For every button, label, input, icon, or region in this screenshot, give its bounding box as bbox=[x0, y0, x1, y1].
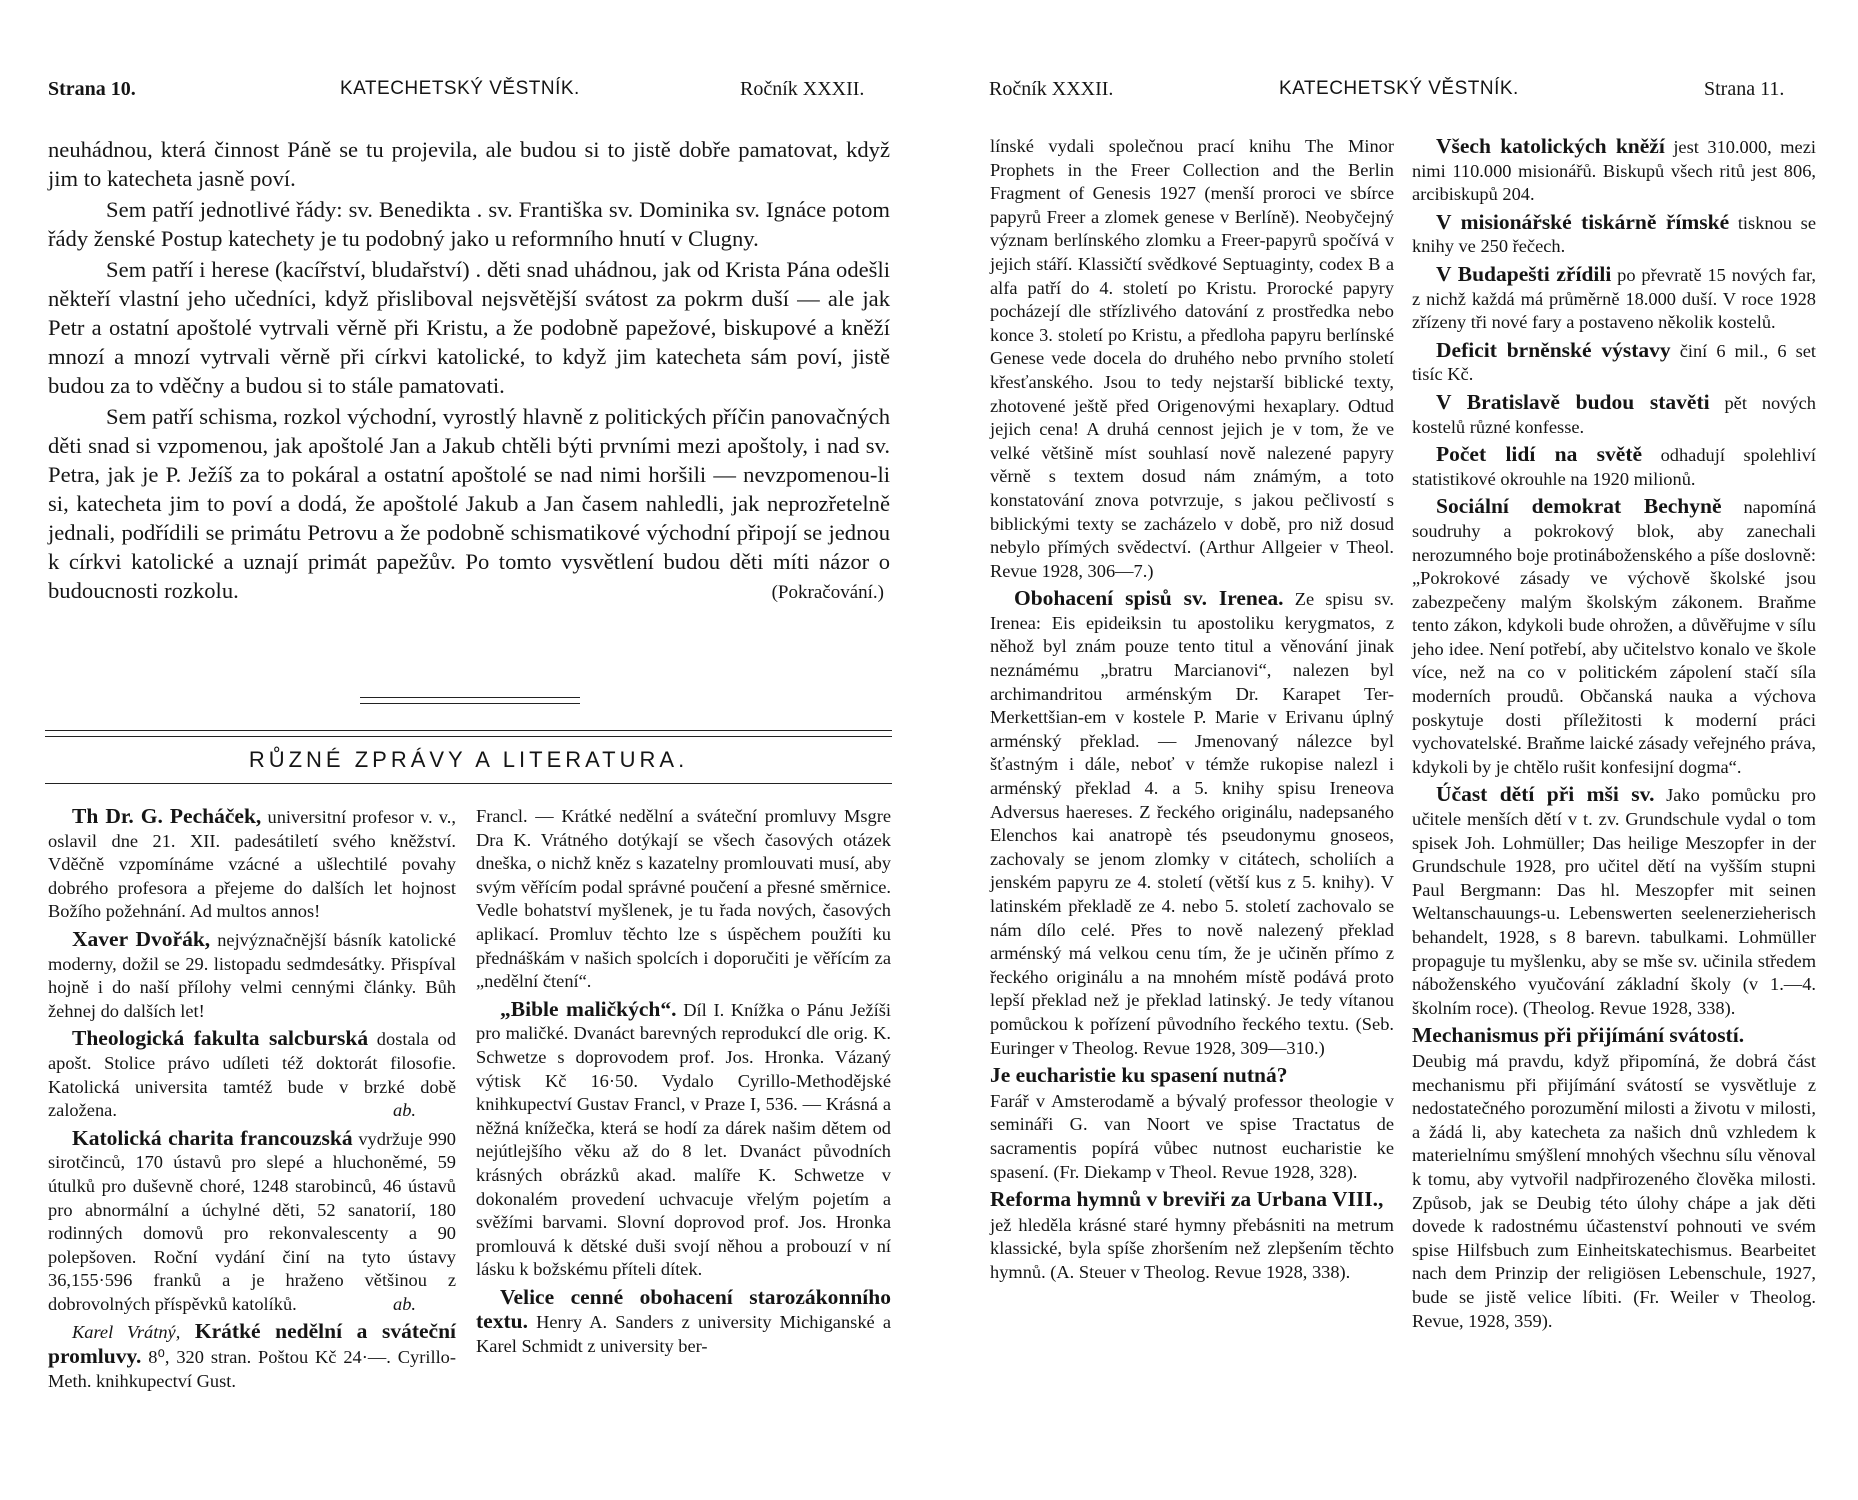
news-heading: Reforma hymnů v breviři za Urbana VIII., bbox=[990, 1187, 1384, 1212]
news-item bbox=[48, 928, 456, 1023]
news-heading: Je eucharistie ku spasení nutná? bbox=[990, 1063, 1288, 1088]
news-lead: Velice cenné obohacení starozákonního textu. bbox=[476, 1284, 891, 1334]
news-text: 8⁰, 320 stran. Poštou Kč 24·—. Cyrillo-Meth. knihkupectví Gust. bbox=[48, 1347, 456, 1391]
news-text: línské vydali společnou prací knihu The Minor Prophets in the Freer Collection and the Berlin Fragment of Genesis 1927 (menší proroci ve sbírce papyrů Freer a zlomek genese v Berlíně). Neobyčejný význam berlínského zlomku a Freer-papyrů spočívá v jejich stáří. Klassičtí svědkové Septuaginty, codex B a alfa patří do 4. století po Kristu. Prorocké papyry pocházejí dle střízlivého datování z prostředka nebo konce 3. století po Kristu, a předloha papyru berlínské Genese vede docela do druhého nebo prvního století křesťanského. Jsou to tedy nejstarší biblické texty, zhotovené ještě před Origenovými hexaplary. Odtud jejich cena! A druhá cennost jejich je v tom, že ve velké většině míst souhlasí nově nalezené papyry věrně s textem dosud nám známým, a toto konstatování znova potvrzuje, s jakou pečlivostí s biblickými texty se zacházelo v době, pro niž dosud nebylo přímých svědectví. (Arthur Allgeier v Theol. Revue 1928, 306—7.) bbox=[990, 136, 1394, 581]
news-item bbox=[48, 1127, 456, 1317]
news-item bbox=[1412, 211, 1816, 259]
page-number: Strana 10. bbox=[48, 78, 136, 100]
news-heading: Mechanismus při přijímání svátostí. bbox=[1412, 1023, 1745, 1048]
news-item bbox=[990, 1214, 1394, 1285]
volume-label: Ročník XXXII. bbox=[989, 78, 1114, 100]
divider bbox=[45, 730, 892, 731]
news-lead: Obohacení spisů sv. Irenea. bbox=[1014, 586, 1284, 611]
news-item bbox=[1412, 339, 1816, 387]
news-item bbox=[48, 1320, 456, 1393]
news-item bbox=[1412, 783, 1816, 1020]
news-text: pět nových kostelů různé konfesse. bbox=[1412, 392, 1816, 437]
news-text: po převratě 15 nových far, z nichž každá má průměrně 18.000 duší. V roce 1928 zřízeny tři nové fary a postaveno několik kostelů. bbox=[1412, 264, 1816, 333]
author-signature: ab. bbox=[393, 1100, 416, 1121]
news-text: Ze spisu sv. Irenea: Eis epideiksin tu apostoliku kerygmatos, z něhož byl znám pouze tento titul a věnování jinak neznámému „bratru Marcianovi“, nalezen byl archimandritou arménským Dr. Karapet Ter-Merkettšian-em v kostele P. Marie v Erivanu úplný arménský překlad. — Jmenovaný nálezce byl šťastným i dále, neboť v témže rukopise nalezl i arménský překlad 4. a 5. knihy spisu Ireneova Adversus haereses. Z řeckého originálu, nadepsaného Elenchos kai anatropè tés pseudonymu gnoseos, zachovaly se jenom zlomky v citátech, scholiích a jenském papyru ze 4. století (větší kus z 5. knihy). V latinském překladě ze 4. nebo 5. století zachovalo se nám dílo celé. Přes to nově nalezený překlad arménský má velkou cenu tím, že je učiněn přímo z řeckého originálu a na mnohém místě podává proto lepší překlad než je překlad latinský. Je tedy vítanou pomůckou k pořízení původního řeckého textu. (Seb. Euringer v Theolog. Revue 1928, 309—310.) bbox=[990, 589, 1394, 1058]
news-lead: Theologická fakulta salcburská bbox=[72, 1026, 369, 1051]
news-item bbox=[48, 1027, 456, 1122]
news-item bbox=[476, 1286, 891, 1359]
author-signature: ab. bbox=[393, 1293, 416, 1314]
section-title: RŮZNÉ ZPRÁVY A LITERATURA. bbox=[248, 747, 689, 772]
continued-note: (Pokračování.) bbox=[771, 582, 884, 603]
news-text: Francl. — Krátké nedělní a sváteční promluvy Msgre Dra K. Vrátného dotýkají se všech časových otázek dneška, o nichž kněz s kazatelny promlouvati musí, aby svým věřícím podal správné poučení a přesné směrnice. Vedle bohatství myšlenek, je tu řada nových, časových aplikací. Promluv těchto lze s úspěchem použíti ku přednáškám v našich spolcích i doporučiti je věřícím za „nedělní čtení“. bbox=[476, 806, 891, 992]
divider bbox=[45, 783, 892, 784]
news-item bbox=[1412, 1050, 1816, 1333]
divider bbox=[360, 697, 580, 698]
journal-title: KATECHETSKÝ VĚSTNÍK. bbox=[1279, 78, 1519, 99]
news-lead: V misionářské tiskárně římské bbox=[1436, 209, 1730, 234]
news-lead: Th Dr. G. Pecháček, bbox=[72, 804, 262, 828]
divider bbox=[360, 703, 580, 704]
news-text: jest 310.000, mezi nimi 110.000 misionářů. Biskupů všech ritů jest 806, arcibiskupů 204. bbox=[1412, 137, 1816, 205]
news-lead: Účast dětí při mši sv. bbox=[1436, 782, 1655, 807]
news-text: Henry A. Sanders z university Michiganské a Karel Schmidt z university ber- bbox=[476, 1312, 891, 1357]
news-text: vydržuje 990 sirotčinců, 170 ústavů pro slepé a hluchoněmé, 59 útulků pro duševně choré, 1248 starobinců, 46 ústavů pro abnormální a úchylné děti, 52 sanatorií, 180 rodinných domovů pro rekonvalescenty a 90 polepšoven. Roční vydání činí na tyto ústavy 36,155·596 franků a je hraženo většinou z dobrovolných příspěvků katolíků. bbox=[48, 1128, 456, 1314]
news-item bbox=[476, 998, 891, 1282]
page-number: Strana 11. bbox=[1704, 78, 1785, 100]
news-item bbox=[48, 805, 456, 924]
news-text: odhadují spolehliví statistikové okrouhle na 1920 milionů. bbox=[1412, 445, 1817, 489]
right-header bbox=[929, 78, 1858, 108]
paragraph: Sem patří i herese (kacířství, bludařství) . děti snad uhádnou, jak od Krista Pána odešli někteří vlastní jeho učedníci, když přisliboval nejsvětější svátost za pokrm duší — ale jak Petr a ostatní apoštolé vytrvali věrně při Kristu, a že podobně papežové, biskupové a kněží mnozí a mnozí vytrvali věrně při církvi katolické, to když jim katecheta sám poví, jistě budou za to vděčny a budou si to stále pamatovati. bbox=[48, 257, 890, 398]
news-column-3 bbox=[990, 135, 1394, 1289]
news-text: universitní profesor v. v., oslavil dne 21. XII. padesátiletí svého kněžství. Vděčně vzpomínáme vzácné a ušlechtilé povahy dobrého profesora a přejeme do dalších let hojnost Božího požehnání. Ad multos annos! bbox=[48, 807, 456, 922]
news-lead: V Bratislavě budou stavěti bbox=[1436, 389, 1710, 414]
left-header bbox=[0, 78, 929, 108]
news-lead: Počet lidí na světě bbox=[1436, 442, 1643, 467]
journal-title: KATECHETSKÝ VĚSTNÍK. bbox=[340, 78, 580, 99]
news-text: Deubig má pravdu, když připomíná, že dobrá část mechanismu při přijímání svátostí se vysvětluje z nedostatečného porozumění milosti a životu v milosti, a žádá li, aby katecheta za našich dnů vzhledem k materielnímu smýšlení mnohých všechnu sílu věnoval k tomu, aby vytvořil nadpřirozeného člověka milosti. Způsob, jak se Deubig této úlohy chápe a jak děti dovede k radostnému účastenství pohnouti ve svém spise Hilfsbuch zum Einheitskatechismus. Bearbeitet nach dem Prinzip der religiösen Lebenschule, 1927, bude se jistě velice líbiti. (Fr. Weiler v Theolog. Revue, 1928, 359). bbox=[1412, 1050, 1816, 1331]
news-text: Jako pomůcku pro učitele menších dětí v t. zv. Grundschule vydal o tom spisek Joh. Lohmüller; Das heilige Meszopfer in der Grundschule 1928, pro učitel dětí na vyšším stupni Paul Bergmann: Das hl. Meszopfer mit seinen Weltanschauungs-u. Lebenswerten seelenerzieherisch behandelt, 1928, s 8 barevn. tabulkami. Lohmüller propaguje tu myšlenku, aby se mše sv. učinila středem náboženského vyučování základní školy (v 1.—4. školním roce). (Theolog. Revue 1928, 338). bbox=[1412, 785, 1816, 1018]
news-item bbox=[1412, 263, 1816, 335]
news-lead: „Bible maličkých“. bbox=[500, 996, 677, 1021]
news-text: Farář v Amsterodamě a bývalý professor theologie v semináři G. van Noort ve spise Tractatus de sacramentis popírá vůbec nutnost eucharistie ke spasení. (Fr. Diekamp v Theol. Revue 1928, 328). bbox=[990, 1090, 1394, 1182]
news-text: činí 6 mil., 6 set tisíc Kč. bbox=[1412, 340, 1816, 385]
news-item bbox=[990, 1090, 1394, 1184]
news-item bbox=[476, 805, 891, 994]
paragraph: Sem patří jednotlivé řády: sv. Benedikta . sv. Františka sv. Dominika sv. Ignáce potom řády ženské Postup katechety je tu podobný jako u reformního hnutí v Clugny. bbox=[48, 197, 890, 251]
article-continuation bbox=[48, 135, 890, 607]
news-item bbox=[1412, 391, 1816, 439]
right-page bbox=[929, 0, 1858, 1500]
news-item bbox=[1412, 443, 1816, 491]
volume-label: Ročník XXXII. bbox=[740, 78, 865, 100]
news-item bbox=[1412, 495, 1816, 779]
news-lead: Katolická charita francouzská bbox=[72, 1125, 353, 1150]
news-column-1 bbox=[48, 805, 456, 1397]
news-text: nejvýznačnější básník katolické moderny, dožil se 29. listopadu sedmdesátky. Přispíval hojně i do naší přílohy velmi cennými články. Bůh žehnej do dalších let! bbox=[48, 929, 456, 1021]
news-lead: Sociální demokrat Bechyně bbox=[1436, 494, 1722, 519]
news-text: Díl I. Knížka o Pánu Ježíši pro maličké. Dvanáct barevných reprodukcí dle orig. K. Schwetze s doprovodem prof. Jos. Hronka. Vázaný výtisk Kč 16·50. Vydalo Cyrillo-Methodějské knihkupectví Gustav Francl, v Praze I, 536. — Krásná a něžná knížečka, která se hodí za dárek našim dětem od nejútlejšího věku až do 8 let. Dvanáct původních krásných obrázků akad. malíře K. Schwetze v dokonalém provedení uchvacuje vřelým pojetím a svěžími barvami. Slovní doprovod prof. Jos. Hronka promlouvá k dětské duši svojí něhou a probouzí v ní lásku k božskému příteli dítek. bbox=[476, 999, 891, 1280]
book-author: Karel Vrátný, bbox=[72, 1322, 181, 1343]
news-lead: Xaver Dvořák, bbox=[72, 926, 211, 951]
paragraph: Sem patří schisma, rozkol východní, vyrostlý hlavně z politických příčin panovačných děti snad si vzpomenou, jak apoštolé Jan a Jakub chtěli býti prvními mezi apoštoly, i nad sv. Petra, jak je P. Ježíš za to pokáral a ostatní apoštolé se nad nimi horšili — nevzpomenou-li si, katecheta jim to poví a dodá, že apoštolé Jakub a Jan časem nahledli, jak neprozřetelně jednali, podřídili se primátu Petrovu a že podobně schismatikové východní připojí se jednou k církvi katolické a uznají primát papežův. Po tomto vysvětlení budou děti míti názor o budoucnosti rozkolu. bbox=[48, 404, 890, 603]
divider bbox=[45, 736, 892, 737]
news-lead: Všech katolických kněží bbox=[1436, 134, 1665, 158]
news-lead: Krátké nedělní a sváteční promluvy. bbox=[48, 1319, 457, 1369]
news-column-4 bbox=[1412, 135, 1816, 1337]
news-item bbox=[990, 135, 1394, 583]
news-item bbox=[1412, 135, 1816, 207]
news-text: napomíná soudruhy a pokrokový blok, aby zanechali nerozumného boje protináboženského a píše doslovně: „Pokrokové zásady ve výchově školské jsou zabezpečeny malým školským zákonem. Braňme tento zákon, kdykoli bude ohrožen, a důvěřujme v sílu jeho idee. Není potřebí, aby učitelstvo konalo ve škole více, než na co v politickém zápolení stačí síla moderních proudů. Občanská nauka a výchova poskytuje dosti příležitosti k moderní práci vychovatelské. Braňme laické zásady veřejného práva, kdykoli by je chtělo rušit konfesijní dogma“. bbox=[1412, 497, 1816, 777]
news-text: tisknou se knihy ve 250 řečech. bbox=[1412, 212, 1816, 257]
news-lead: V Budapešti zřídili bbox=[1436, 261, 1612, 286]
news-column-2 bbox=[476, 805, 891, 1363]
news-lead: Deficit brněnské výstavy bbox=[1436, 337, 1671, 362]
news-text: dostala od apošt. Stolice právo udíleti též doktorát filosofie. Katolická universita tamtéž bude v brzké době založena. bbox=[48, 1029, 456, 1121]
paragraph: neuhádnou, která činnost Páně se tu projevila, ale budou si to jistě dobře pamatovat, když jim to katecheta jasně poví. bbox=[48, 137, 890, 191]
news-text: jež hleděla krásné staré hymny přebásniti na metrum klassické, byla spíše zhoršením než zlepšením těchto hymnů. (A. Steuer v Theolog. Revue 1928, 338). bbox=[990, 1214, 1394, 1282]
news-item bbox=[990, 587, 1394, 1060]
